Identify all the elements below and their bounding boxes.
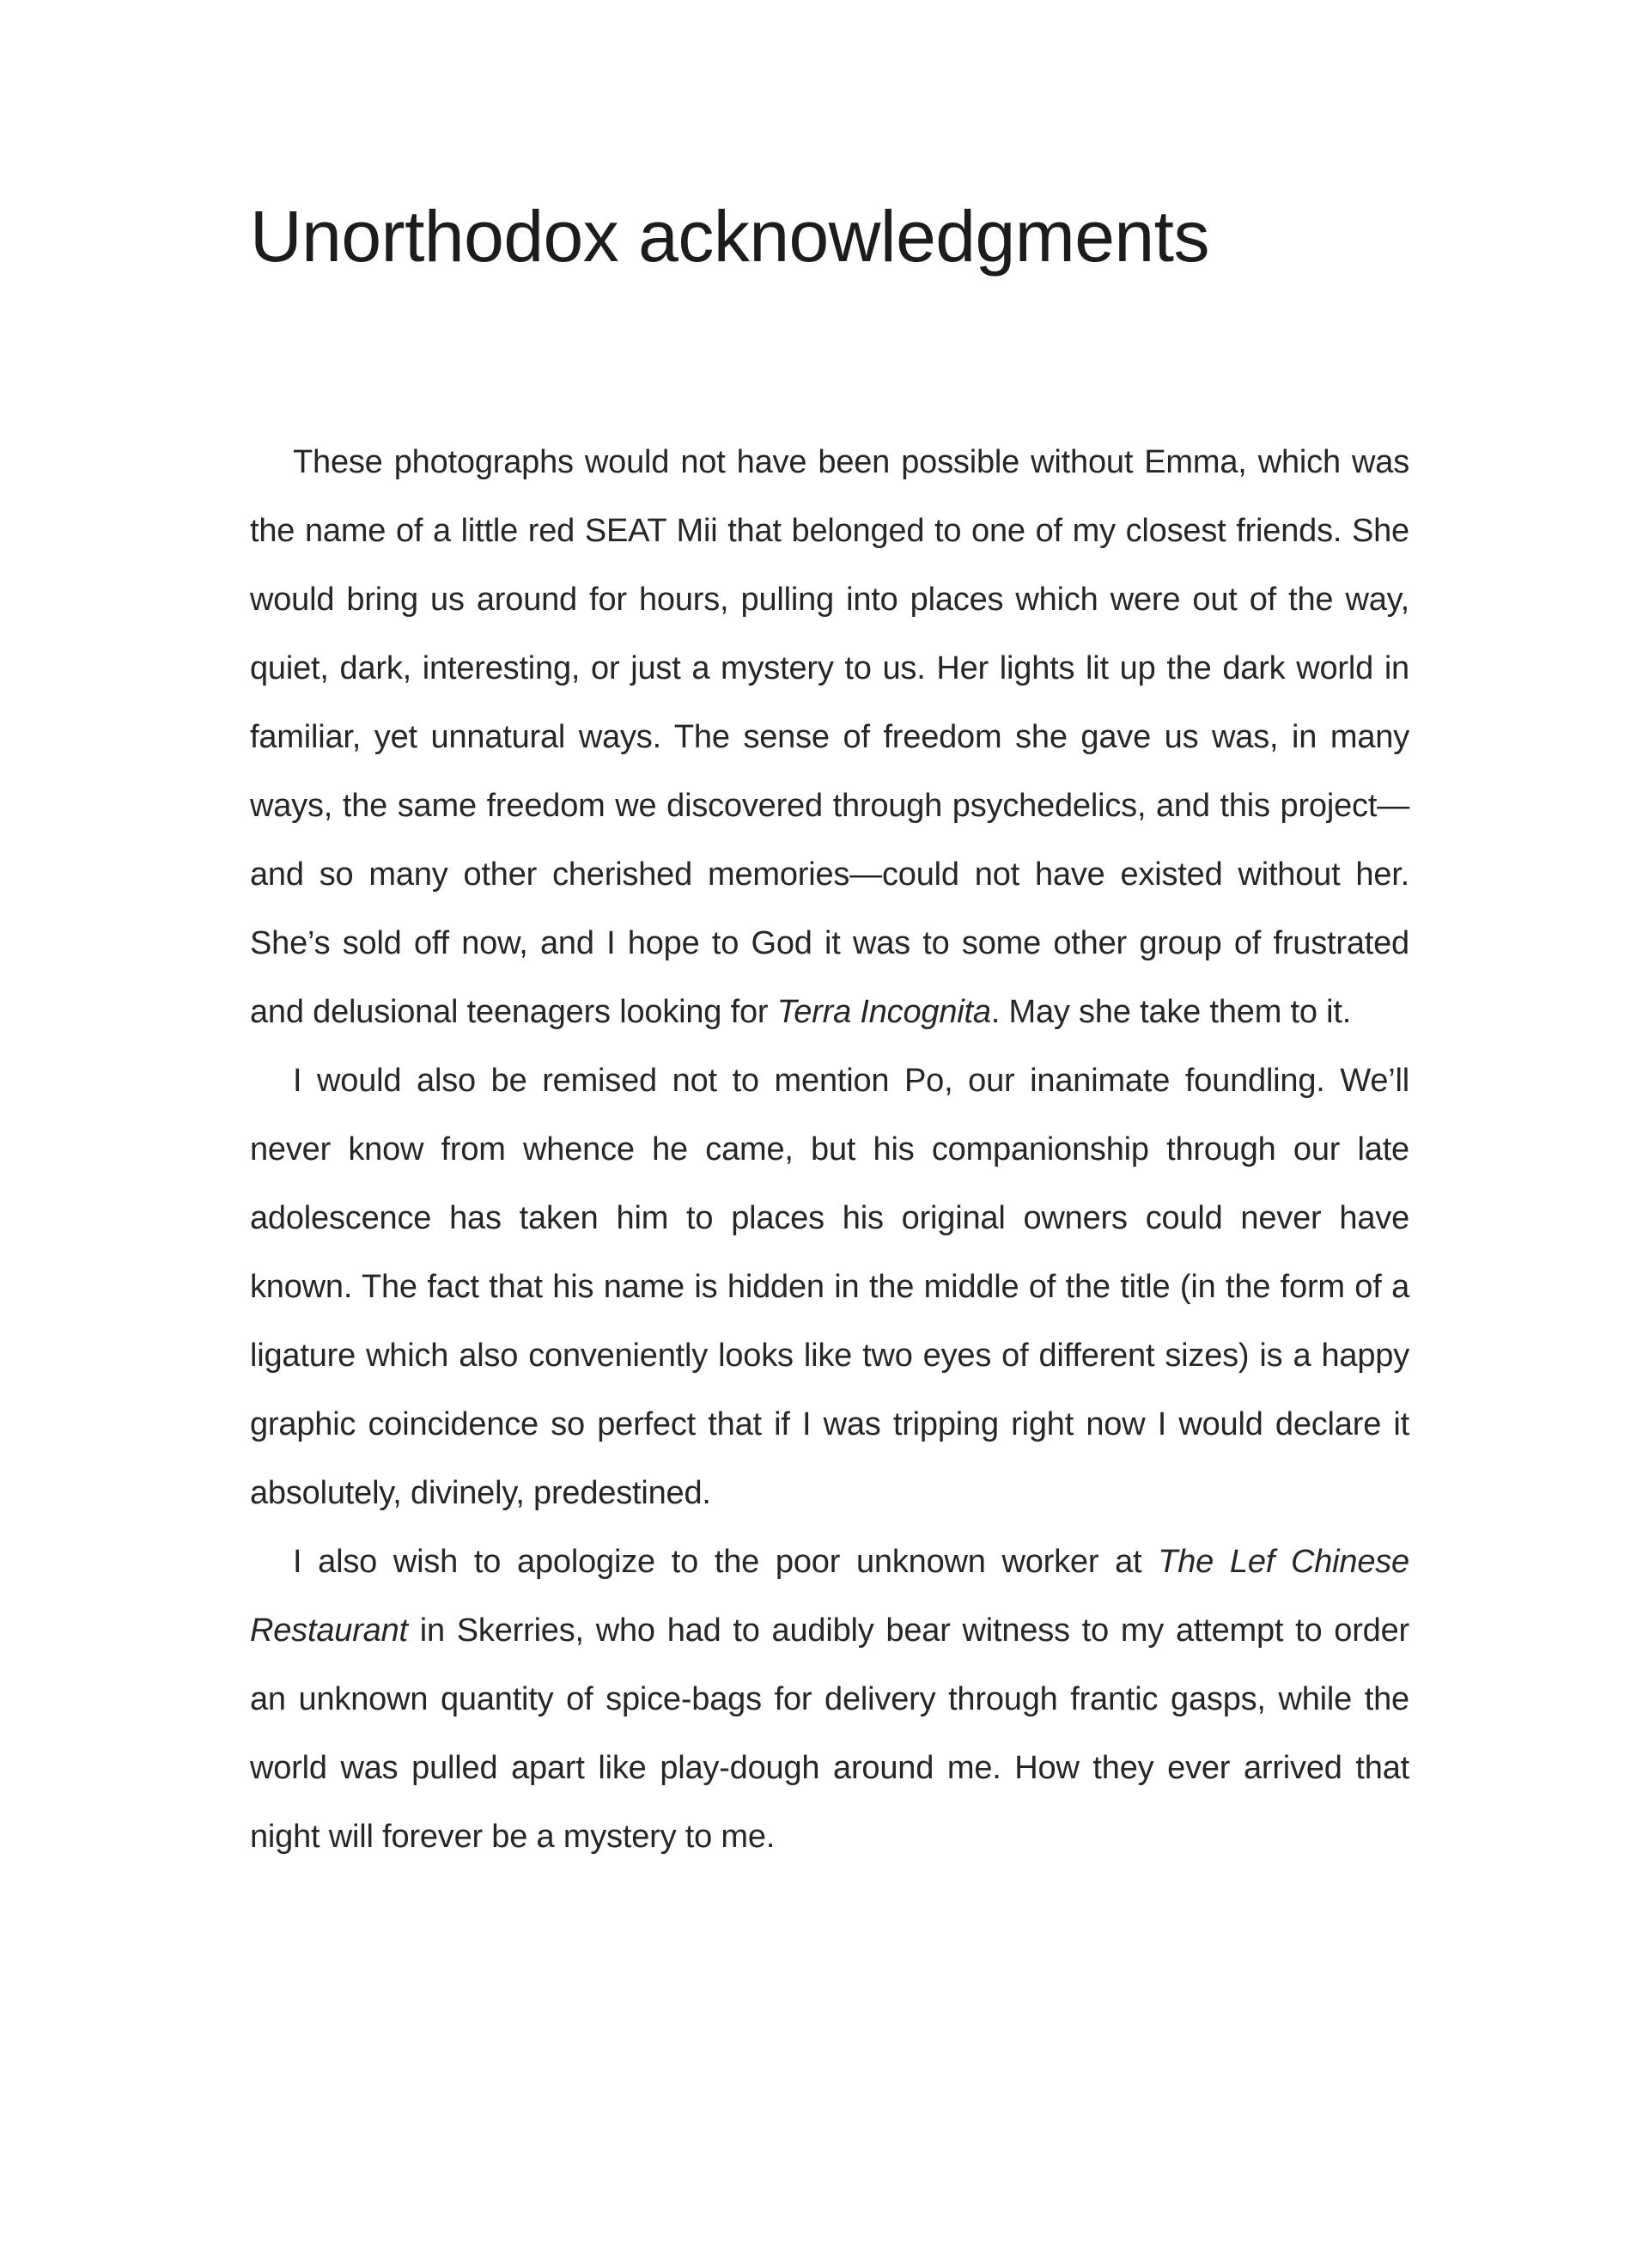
paragraph-restaurant <box>250 1527 1409 1871</box>
paragraph-text: I would also be remised not to mention Po, our inanimate foundling. We’ll never know from whence he came, but his companionship through our late adolescence has taken him to places his original owners could never have known. The fact that his name is hidden in the middle of the title (in the form of a ligature which also conveniently looks like two eyes of different sizes) is a happy graphic coincidence so perfect that if I was tripping right now I would declare it absolutely, divinely, predestined. <box>250 1063 1409 1511</box>
paragraph-emma <box>250 428 1409 1046</box>
paragraph-po <box>250 1046 1409 1527</box>
paragraph-text: . May she take them to it. <box>990 994 1352 1030</box>
paragraph-text: in Skerries, who had to audibly bear witness to my attempt to order an unknown quantity of spice-bags for delivery through frantic gasps, while the world was pulled apart like play-dough around me. How they ever arrived that night will forever be a mystery to me. <box>250 1613 1409 1855</box>
italic-term: The Lef Chinese Restaurant <box>250 1544 1409 1649</box>
paragraph-text: These photographs would not have been possible without Emma, which was the name of a little red SEAT Mii that belonged to one of my closest friends. She would bring us around for hours, pulling into places which were out of the way, quiet, dark, interesting, or just a mystery to us. Her lights lit up the dark world in familiar, yet unnatural ways. The sense of freedom she gave us was, in many ways, the same freedom we discovered through psychedelics, and this project—and so many other cherished memories—could not have existed without her. She’s sold off now, and I hope to God it was to some other group of frustrated and delusional teenagers looking for <box>250 444 1409 1030</box>
paragraph-text: I also wish to apologize to the poor unknown worker at <box>293 1544 1159 1580</box>
document-page <box>250 189 1409 1871</box>
page-title: Unorthodox acknowledgments <box>250 196 1209 277</box>
italic-term: Terra Incognita <box>776 994 991 1030</box>
body-text <box>250 428 1409 1871</box>
